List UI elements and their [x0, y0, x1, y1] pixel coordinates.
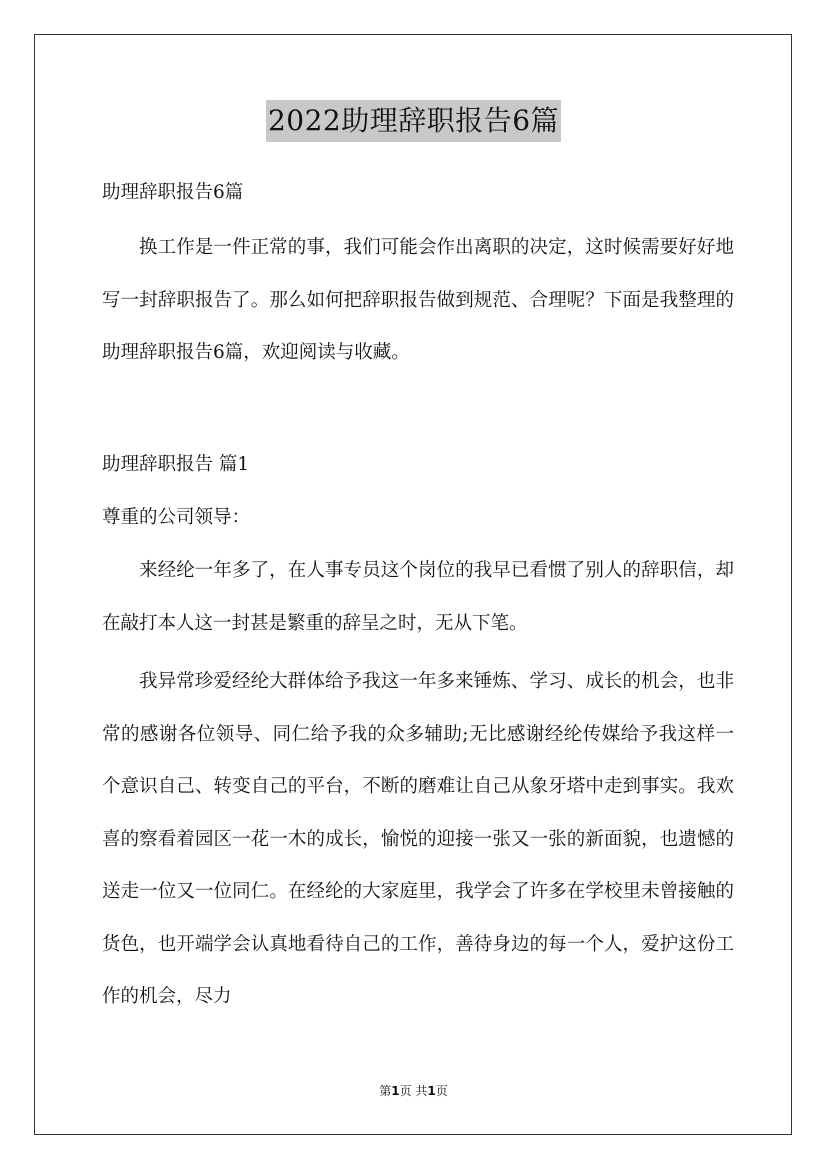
title-wrap — [0, 100, 827, 142]
footer-suffix: 页 — [435, 1084, 448, 1098]
salutation: 尊重的公司领导： — [102, 507, 251, 528]
body-paragraph: 来经纶一年多了，在人事专员这个岗位的我早已看惯了别人的辞职信，却在敲打本人这一封甚是繁重的辞呈之时，无从下笔。 — [102, 560, 734, 634]
section-heading: 助理辞职报告 篇1 — [102, 454, 250, 475]
body-paragraph: 我异常珍爱经纶大群体给予我这一年多来锤炼、学习、成长的机会，也非常的感谢各位领导、同仁给予我的众多辅助;无比感谢经纶传媒给予我这样一个意识自己、转变自己的平台，不断的磨难让自己从象牙塔中走到事实。我欢喜的察看着园区一花一木的成长，愉悦的迎接一张又一张的新面貌，也遗憾的送走一位又一位同仁。在经纶的大家庭里，我学会了许多在学校里未曾接触的货色，也开端学会认真地看待自己的工作，善待身边的每一个人，爱护这份工作的机会，尽力 — [102, 671, 734, 1007]
page-footer — [0, 1082, 827, 1100]
footer-prefix: 第 — [379, 1084, 392, 1098]
footer-mid: 页 共 — [399, 1084, 428, 1098]
intro-paragraph: 换工作是一件正常的事，我们可能会作出离职的决定，这时候需要好好地写一封辞职报告了。那么如何把辞职报告做到规范、合理呢？下面是我整理的助理辞职报告6篇，欢迎阅读与收藏。 — [102, 237, 734, 363]
document-subtitle: 助理辞职报告6篇 — [102, 182, 244, 203]
footer-total-pages: 1 — [427, 1084, 436, 1098]
footer-page-number: 1 — [391, 1084, 400, 1098]
document-title: 2022助理辞职报告6篇 — [266, 100, 561, 142]
